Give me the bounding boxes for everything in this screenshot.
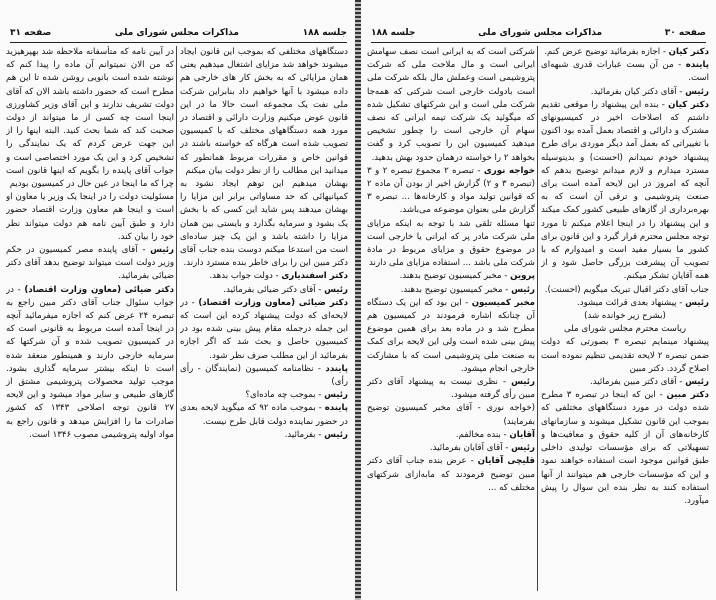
- speaker-name: رئیس: [511, 443, 535, 454]
- page-number: صفحه ۳۱: [10, 28, 52, 38]
- speaker-name: رئیس: [324, 390, 348, 401]
- paragraph-text: آقای پاینده مصر کمیسیون در حکم وزیر دولت است میتواند توضیح بدهد آقای دکتر ضیائی بفرمائید.: [6, 245, 174, 282]
- paragraph: [541, 336, 709, 376]
- paragraph: پایندد - نظامنامه کمیسیون (نمایندگان - رأی رأی): [180, 363, 348, 388]
- paragraph-text: بموجب چه ماده‌ای؟: [245, 390, 316, 401]
- paragraph-text: نظری نیست به پیشنهاد آقای دکتر مبین رأی گرفته میشود.: [367, 377, 535, 401]
- paragraph: دکتر مبین - این که اینجا در تبصره ۳ مطرح شده دولت در مورد دستگاههای مختلفی که بموجب این قانون تشکیل میشوند و سازمانهای کارخانه‌های آن از کلیه حقوق و معافیت‌ها و تسهیلاتی که برای مؤسسات تولیدی داخلی طبق قوانین موجود است استفاده خواهند نمود و این که مؤسسات خارجی هم میتوانند از آنها استفاده کنند به نظر بنده این سوال را پیش میآورد.: [541, 390, 709, 506]
- paragraph-text: اجازه بفرمائید توضیح عرض کنم.: [544, 47, 661, 57]
- column-divider: [176, 46, 177, 591]
- speaker-name: رئیس: [511, 284, 535, 295]
- session-number: جلسه ۱۸۸: [302, 28, 347, 38]
- paragraph: رئیس - آقای دکتر ضیائی بفرمائید.: [223, 284, 348, 295]
- speaker-name: رئیس: [324, 284, 348, 295]
- paragraph: رئیس - آقای آقایان بفرمائید.: [429, 443, 535, 454]
- paragraph: خواجه نوری - تبصره ۲ مجموع تبصره ۲ و ۳ (تبصره ۳ و ۲) گزارش اخیر از بودن آن ماده ۲ که قوانین تولید مواد و کارخانه‌ها ... تبصره ۳ گزارش ملی بعنوان موضوعه می‌باشد.: [367, 165, 535, 216]
- paragraph: دکتر ضیائی (معاون وزارت اقتصاد) - در لایحه‌ای که دولت پیشنهاد کرده این است که این جمله درجمله مقام پیش بینی شده بود در کمیسیون حاصل و بحث شد که اگر اجازه بفرمائید از این مطلب صرف نظر شود.: [180, 297, 348, 361]
- paragraph-text: آقای آقایان بفرمائید.: [429, 443, 503, 454]
- paragraph: [541, 323, 709, 336]
- paragraph: رئیس - آقای دکتر کیان بفرمائید.: [590, 86, 709, 97]
- page-number: صفحه ۳۰: [664, 28, 706, 38]
- paragraph: [541, 284, 709, 297]
- paragraph: [180, 46, 348, 178]
- paragraph: رئیس - آقای پاینده مصر کمیسیون در حکم وزیر دولت است میتواند توضیح بدهد آقای دکتر ضیائی بفرمائید.: [6, 245, 174, 282]
- paragraph-text: پیشنهاد مینمایم تبصره ۳ بصورتی که دولت ضمن تبصره ۲ لایحه تقدیمی تنظیم نموده است اصلاح گردد. دکتر مبین: [541, 337, 709, 374]
- paragraph-text: بفرمائید.: [284, 429, 316, 440]
- paragraph: [6, 46, 174, 191]
- paragraph-text: این که اینجا در تبصره ۳ مطرح شده دولت در مورد دستگاههای مختلفی که بموجب این قانون تشکیل میشوند و سازمانهای کارخانه‌های آن از کلیه حقوق و معافیت‌ها و تسهیلاتی که برای مؤسسات تولیدی داخلی طبق قوانین موجود است استفاده خواهند نمود و این که مؤسسات خارجی هم میتوانند از آنها استفاده کنند به نظر بنده این سوال را پیش میآورد.: [541, 390, 709, 506]
- text-column-right: [541, 46, 709, 594]
- paragraph: رئیس - بفرمائید.: [284, 429, 348, 440]
- speaker-name: آقایان: [509, 429, 535, 440]
- paragraph-text: آقای دکتر مبین بفرمائید.: [590, 377, 677, 388]
- paragraph: دکتر اسفندیاری - دولت جواب بدهد.: [209, 271, 348, 282]
- paragraph: [367, 218, 535, 271]
- paragraph: پاینده - بموجب ماده ۹۲ که میگوید لایحه بعدی در حضور نماینده دولت قابل طرح نیست.: [180, 403, 348, 427]
- text-column-left: [6, 46, 174, 594]
- paragraph-text: بنده این پیشنهاد را موقعی تقدیم داشتم که اصلاحات اخیر در کمیسیونهای مشترک و دارائی و اقتصاد بعمل آمده بود اکنون با تغییراتی که بعمل آمد دیگر موردی برای طرح پیشنهاد خودم نمیدانم (احسنت) و بدینوسیله مسترد میدارم و لازم میدانم توضیح بدهم که آنچه که امروز در این لایحه آمده است برای صنعت پتروشیمی و ترقی آن است که به بهره‌برداری از گازهای طبیعی کشور کمک میکند و این پیشنهاد را در اینجا اعلام میکنم تا مورد توجه مجلس محترم قرار گیرد و این قانون برای کشور ما بسیار مفید است و امیدوارم که با تصویب آن پیشرفت بزرگی حاصل شود و از همه آقایان تشکر میکنم.: [541, 99, 709, 282]
- paragraph: پروین - مخبر کمیسیون توضیح بدهند.: [399, 271, 535, 282]
- publication-title: مذاکرات مجلس شورای ملی: [114, 28, 239, 38]
- speaker-name: رئیس: [150, 245, 174, 256]
- paragraph-text: بنده مخالفم.: [455, 429, 501, 440]
- paragraph-text: در جواب سئوال جناب آقای دکتر مبین راجع به تبصره ۲۴ عرض کنم که اجازه میفرمائید آنچه در اینجا آمده است مربوط به قانونی است که در کمیسیون تصویب شده و آن شرکتها که سرمایه خارجی دارند و همینطور منعقد شده است تا اینکه بیشتر سرمایه گذاری بشود. موجب تولید محصولات پتروشیمی مشتق از گازهای طبیعی و سایر مواد میشود و این لایحه ۲۷ قانون توجه اصلاحی ۱۳۴۳ که کشور صادرات ما را افزایش میدهد و قانون راجع به مواد اولیه پتروشیمی مصوب ۱۳۴۶ است.: [6, 284, 174, 440]
- paragraph: رئیس - مخبر کمیسیون توضیح بدهند.: [400, 284, 535, 295]
- paragraph: رئیس - آقای دکتر مبین بفرمائید.: [590, 377, 709, 388]
- paragraph-text: ریاست محترم مجلس شورای ملی: [564, 324, 686, 335]
- paragraph-text: آقای دکتر کیان بفرمائید.: [590, 86, 677, 97]
- text-column-right: [180, 46, 348, 594]
- page-header: [10, 28, 347, 43]
- speaker-name: دکتر مبین: [666, 390, 709, 401]
- paragraph-text: دولت جواب بدهد.: [209, 271, 273, 282]
- speaker-name: پاینده: [685, 60, 709, 71]
- paragraph: مخبر کمیسیون - این بود که این یک دستگاه آن چنانکه اشاره فرمودند در کمیسیون هم مطرح شد و در ماده بعد برای همین موضوع پیش بینی شده است ولی این لایحه برای کمک به صنعت ملی پتروشیمی است که با مشارکت خارجی انجام میشود.: [367, 297, 535, 374]
- speaker-name: خواجه نوری: [483, 165, 535, 176]
- speaker-name: دکتر کیان: [668, 99, 709, 110]
- paragraph: رئیس - بموجب چه ماده‌ای؟: [245, 390, 348, 401]
- paragraph: رئیس - نظری نیست به پیشنهاد آقای دکتر مبین رأی گرفته میشود.: [367, 377, 535, 401]
- paragraph: رئیس - پیشنهاد بعدی قرائت میشود.: [577, 297, 709, 308]
- speaker-name: پاینده: [324, 403, 348, 414]
- paragraph: [180, 178, 348, 270]
- session-number: جلسه ۱۸۸: [371, 28, 416, 38]
- paragraph-text: بهشان میدهیم این توهم ایجاد نشود به کمپانیهائی که حد مساواتی برابر این مزایا را بهشان میدهند پس شاید این کسی که با بخش یک بشود و سرمایه بگذارد و بایستی بین همان مزایا را داشته باشد و این یک چیز ساده‌ای است من استدعا میکنم دوست بنده جناب آقای دکتر مبین این را برای خاطر بنده مسترد دارند.: [180, 179, 348, 269]
- speaker-name: پایندد: [325, 363, 348, 374]
- right-page: [361, 0, 716, 600]
- speaker-name: دکتر کیان: [668, 47, 709, 57]
- paragraph-text: مسئولیت دولت را در اینجا یک وزیر یا معاون او است و اینجا هم معاون وزارت اقتصاد حضور دارد و طبق آیین نامه هم دولت میتواند نظر خود را بیان کند.: [6, 192, 174, 242]
- paragraph-text: من آن بست عبارات قدری شبهه‌ای است.: [541, 60, 709, 84]
- paragraph-text: (خواجه نوری - آقای مخبر کمیسیون توضیح بفرمایند): [367, 403, 535, 427]
- paragraph: دکتر کیان - اجازه بفرمائید توضیح عرض کنم.: [544, 47, 709, 57]
- column-divider: [537, 46, 538, 591]
- speaker-name: قلیچی آقایان: [477, 456, 535, 467]
- speaker-name: رئیس: [324, 429, 348, 440]
- paragraph-text: (بشرح زیر خوانده شد): [584, 311, 666, 322]
- publication-title: مذاکرات مجلس شورای ملی: [478, 28, 603, 38]
- paragraph-text: نظامنامه کمیسیون (نمایندگان - رأی رأی): [180, 363, 348, 388]
- paragraph: [6, 191, 174, 244]
- speaker-name: دکتر ضیائی (معاون وزارت اقتصاد): [198, 297, 348, 308]
- paragraph: [367, 46, 535, 165]
- speaker-name: رئیس: [685, 297, 709, 308]
- paragraph-text: تبصره ۲ مجموع تبصره ۲ و ۳ (تبصره ۳ و ۲) گزارش اخیر از بودن آن ماده ۲ که قوانین تولید مواد و کارخانه‌ها ... تبصره ۳ گزارش ملی بعنوان موضوعه می‌باشد.: [367, 165, 535, 216]
- text-column-left: [367, 46, 535, 594]
- paragraph-text: تنها مسئله تلقی شد با توجه به اینکه مزایای ملی شرکت مادر پر که ایرانی یا خارجی است در موضوع حقوق و مزایای مربوط در مادة شرکت ملی باشد ... استفاده مزایای ملی دارند: [367, 218, 535, 269]
- speaker-name: مخبر کمیسیون: [471, 297, 535, 308]
- page-header: [371, 28, 706, 43]
- paragraph: دکتر ضیائی (معاون وزارت اقتصاد) - در جواب سئوال جناب آقای دکتر مبین راجع به تبصره ۲۴ عرض کنم که اجازه میفرمائید آنچه در اینجا آمده است مربوط به قانونی است که در کمیسیون تصویب شده و آن شرکتها که سرمایه خارجی دارند و همینطور منعقد شده است تا اینکه بیشتر سرمایه گذاری بشود. موجب تولید محصولات پتروشیمی مشتق از گازهای طبیعی و سایر مواد میشود و این لایحه ۲۷ قانون توجه اصلاحی ۱۳۴۳ که کشور صادرات ما را افزایش میدهد و قانون راجع به مواد اولیه پتروشیمی مصوب ۱۳۴۶ است.: [6, 284, 174, 440]
- paragraph-text: جناب آقای دکتر اقبال تبریک میگویم (احسنت).: [544, 284, 709, 295]
- paragraph-text: این بود که این یک دستگاه آن چنانکه اشاره فرمودند در کمیسیون هم مطرح شد و در ماده بعد برای همین موضوع پیش بینی شده است ولی این لایحه برای کمک به صنعت ملی پتروشیمی است که با مشارکت خارجی انجام میشود.: [367, 297, 535, 374]
- speaker-name: دکتر اسفندیاری: [281, 271, 348, 282]
- paragraph: [541, 310, 709, 323]
- speaker-name: رئیس: [685, 377, 709, 388]
- paragraph: دکتر کیان - بنده این پیشنهاد را موقعی تقدیم داشتم که اصلاحات اخیر در کمیسیونهای مشترک و دارائی و اقتصاد بعمل آمده بود اکنون با تغییراتی که بعمل آمد دیگر موردی برای طرح پیشنهاد خودم نمیدانم (احسنت) و بدینوسیله مسترد میدارم و لازم میدانم توضیح بدهم که آنچه که امروز در این لایحه آمده است برای صنعت پتروشیمی و ترقی آن است که به بهره‌برداری از گازهای طبیعی کشور کمک میکند و این پیشنهاد را در اینجا اعلام میکنم تا مورد توجه مجلس محترم قرار گیرد و این قانون برای کشور ما بسیار مفید است و امیدوارم که با تصویب آن پیشرفت بزرگی حاصل شود و از همه آقایان تشکر میکنم.: [541, 99, 709, 282]
- paragraph: [367, 402, 535, 428]
- speaker-name: رئیس: [685, 86, 709, 97]
- paragraph-text: آقای دکتر ضیائی بفرمائید.: [223, 284, 316, 295]
- paragraph-text: بموجب ماده ۹۲ که میگوید لایحه بعدی در حضور نماینده دولت قابل طرح نیست.: [180, 403, 348, 427]
- paragraph-text: در لایحه‌ای که دولت پیشنهاد کرده این است که این جمله درجمله مقام پیش بینی شده بود در کمیسیون حاصل و بحث شد که اگر اجازه بفرمائید از این مطلب صرف نظر شود.: [180, 297, 348, 361]
- paragraph-text: مخبر کمیسیون توضیح بدهند.: [400, 284, 503, 295]
- paragraph-text: عرض بنده جناب آقای دکتر مبین توضیح فرمودند که مابه‌ازای شرکتهای مختلف که ...: [367, 456, 535, 493]
- paragraph: آقایان - بنده مخالفم.: [455, 429, 535, 440]
- paragraph-text: در آیین نامه که متأسفانه ملاحظه شد بهپرهیزید که من الان نمیتوانم آن ماده را پیدا کنم که نوشته شده است بانویی روشن شده تا این هم مطرح است که حضور داشته باشد الان که آقای دولت تشریف ندارند و این آقای وزیر کشاورزی اینجا است چه کسی از ما میتواند از دولت صحبت کند که شما بحث کنید. البته اینها را از این جهت عرض کردم که یک نمایندگی را تشخیص کرد و این یک مورد اختصاصی است و جواب آقای پاینده را بگویم که اینها قانون است چرا که ما اینجا در عین حال در کمیسیون بودیم: [6, 47, 174, 190]
- speaker-name: رئیس: [511, 377, 535, 388]
- paragraph-text: مخبر کمیسیون توضیح بدهند.: [399, 271, 502, 282]
- left-page: [0, 0, 357, 600]
- paragraph-text: پیشنهاد بعدی قرائت میشود.: [577, 297, 677, 308]
- paragraph: قلیچی آقایان - عرض بنده جناب آقای دکتر مبین توضیح فرمودند که مابه‌ازای شرکتهای مختلف که ...: [367, 456, 535, 493]
- speaker-name: پروین: [510, 271, 535, 282]
- paragraph-text: شرکتی است که به ایرانی است نصف سهامش ایرانی است و مال ملاحت ملی که شرکت پتروشیمی است وعملش مال بلکه شرکت ملی است بادولت خارجی است شرکتی که همه‌جا شرکت ملی است و این شرکتهای تشکیل شده که میگوئید یک شرکت تیمه ایرانی که نصف سهام آن خارجی است را چطور تشخیص میدهید کمیسیون این را تصویب کرد و گفت بخواهد ۲ را خواسته درهمان حدود بهش بدهید.: [367, 47, 535, 163]
- speaker-name: دکتر ضیائی (معاون وزارت اقتصاد): [24, 284, 174, 295]
- paragraph-text: دستگاههای مختلفی که بموجب این قانون ایجاد میشوند خواهد شد مزایای اشتغال میدهیم یعنی همان مزایائی که به بخش کار های خارجی هم داده میشود با آنها خواهیم داد بنابراین شرکت ملی نفت یک مجموعه است حالا ما در این قانون عوض میکنیم وزارت دارائی و اقتصاد در مورد همه دستگاههای مختلف که با کمیسیون تصویب شده است هرگاه که خواسته باشند در قوانین خاص و مقررات مربوط همانطور که میدانید این مطالب را از نظر دولت بیان میکنم: [180, 47, 348, 176]
- paragraph: پاینده - من آن بست عبارات قدری شبهه‌ای است.: [541, 60, 709, 84]
